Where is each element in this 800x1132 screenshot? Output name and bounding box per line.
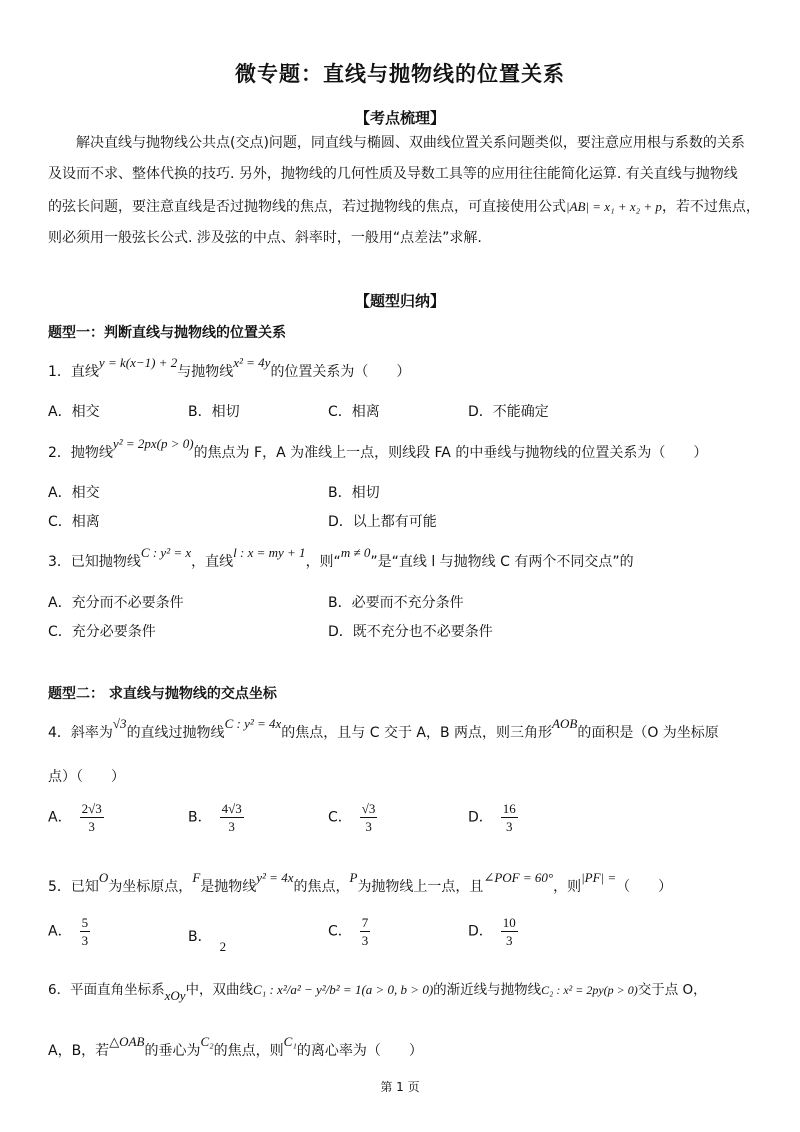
q5-option-d: D． $\frac{10}{3}$ xyxy=(468,915,516,948)
question-4: 4．斜率为√3的直线过抛物线C : y² = 4x的焦点，且与 C 交于 A，B 两点，则三角形AOB的面积是（O 为坐标原 xyxy=(48,716,719,741)
intro-line-1: 解决直线与抛物线公共点(交点)问题，同直线与椭圆、双曲线位置关系问题类似，要注意应用根与系数的关系 xyxy=(76,135,745,151)
q2-option-b: B．相切 xyxy=(328,485,380,501)
intro-line-2: 及设而不求、整体代换的技巧. 另外，抛物线的几何性质及导数工具等的应用往往能简化运算. 有关直线与抛物线 xyxy=(48,166,738,182)
question-3: 3．已知抛物线C : y² = x，直线l : x = my + 1，则“m ≠ 0”是“直线 l 与抛物线 C 有两个不同交点”的 xyxy=(48,545,634,570)
question-1: 1．直线y = k(x−1) + 2与抛物线x² = 4y的位置关系为（ ） xyxy=(48,355,411,380)
q5-option-a: A． $\frac{5}{3}$ xyxy=(48,915,89,948)
q5-option-b: B．2 xyxy=(188,929,227,954)
q3-option-b: B．必要而不充分条件 xyxy=(328,595,464,611)
q1-option-d: D．不能确定 xyxy=(468,404,549,420)
section-heading-question-types: 【题型归纳】 xyxy=(354,292,445,310)
q1-option-b: B．相切 xyxy=(188,404,240,420)
q4-option-d: D． $\frac{16}{3}$ xyxy=(468,801,516,834)
q1-option-a: A．相交 xyxy=(48,404,100,420)
q2-option-d: D．以上都有可能 xyxy=(328,514,437,530)
question-type-2-heading: 题型二： 求直线与抛物线的交点坐标 xyxy=(48,686,277,702)
q4-option-c: C． $\frac{√3}{3}$ xyxy=(328,801,376,834)
question-6-continued: A，B，若△OAB的垂心为C₂的焦点，则C₁的离心率为（ ） xyxy=(48,1034,423,1059)
q5-option-c: C． $\frac{7}{3}$ xyxy=(328,915,369,948)
question-2: 2．抛物线y² = 2px(p > 0)的焦点为 F，A 为准线上一点，则线段 FA 的中垂线与抛物线的位置关系为（ ） xyxy=(48,436,708,461)
q4-option-a: A． $\frac{2√3}{3}$ xyxy=(48,801,102,834)
question-5: 5．已知O为坐标原点，F是抛物线y² = 4x的焦点，P为抛物线上一点，且∠POF = 60°，则|PF| =（ ） xyxy=(48,870,673,895)
q3-option-d: D．既不充分也不必要条件 xyxy=(328,624,493,640)
page-number: 第 1 页 xyxy=(380,1080,420,1094)
page-title: 微专题：直线与抛物线的位置关系 xyxy=(235,62,565,86)
question-4-continued: 点）（ ） xyxy=(48,769,125,785)
intro-line-4: 则必须用一般弦长公式. 涉及弦的中点、斜率时，一般用“点差法”求解. xyxy=(48,230,482,246)
chord-length-formula: |AB| = x₁ + x₂ + p xyxy=(566,199,662,214)
q3-option-c: C．充分必要条件 xyxy=(48,624,156,640)
q4-option-b: B． $\frac{4√3}{3}$ xyxy=(188,801,242,834)
question-type-1-heading: 题型一：判断直线与抛物线的位置关系 xyxy=(48,325,286,341)
intro-line-3: 的弦长问题，要注意直线是否过抛物线的焦点，若过抛物线的焦点，可直接使用公式|AB| = x₁ + x₂ + p，若不过焦点， xyxy=(48,199,760,215)
q1-option-c: C．相离 xyxy=(328,404,380,420)
q2-option-a: A．相交 xyxy=(48,485,100,501)
q3-option-a: A．充分而不必要条件 xyxy=(48,595,184,611)
section-heading-key-points: 【考点梳理】 xyxy=(354,109,445,127)
q2-option-c: C．相离 xyxy=(48,514,100,530)
question-6: 6．平面直角坐标系xOy中，双曲线C₁ : x²/a² − y²/b² = 1(a > 0, b > 0)的渐近线与抛物线C₂ : x² = 2py(p > 0)交于点 O， xyxy=(48,982,707,1003)
